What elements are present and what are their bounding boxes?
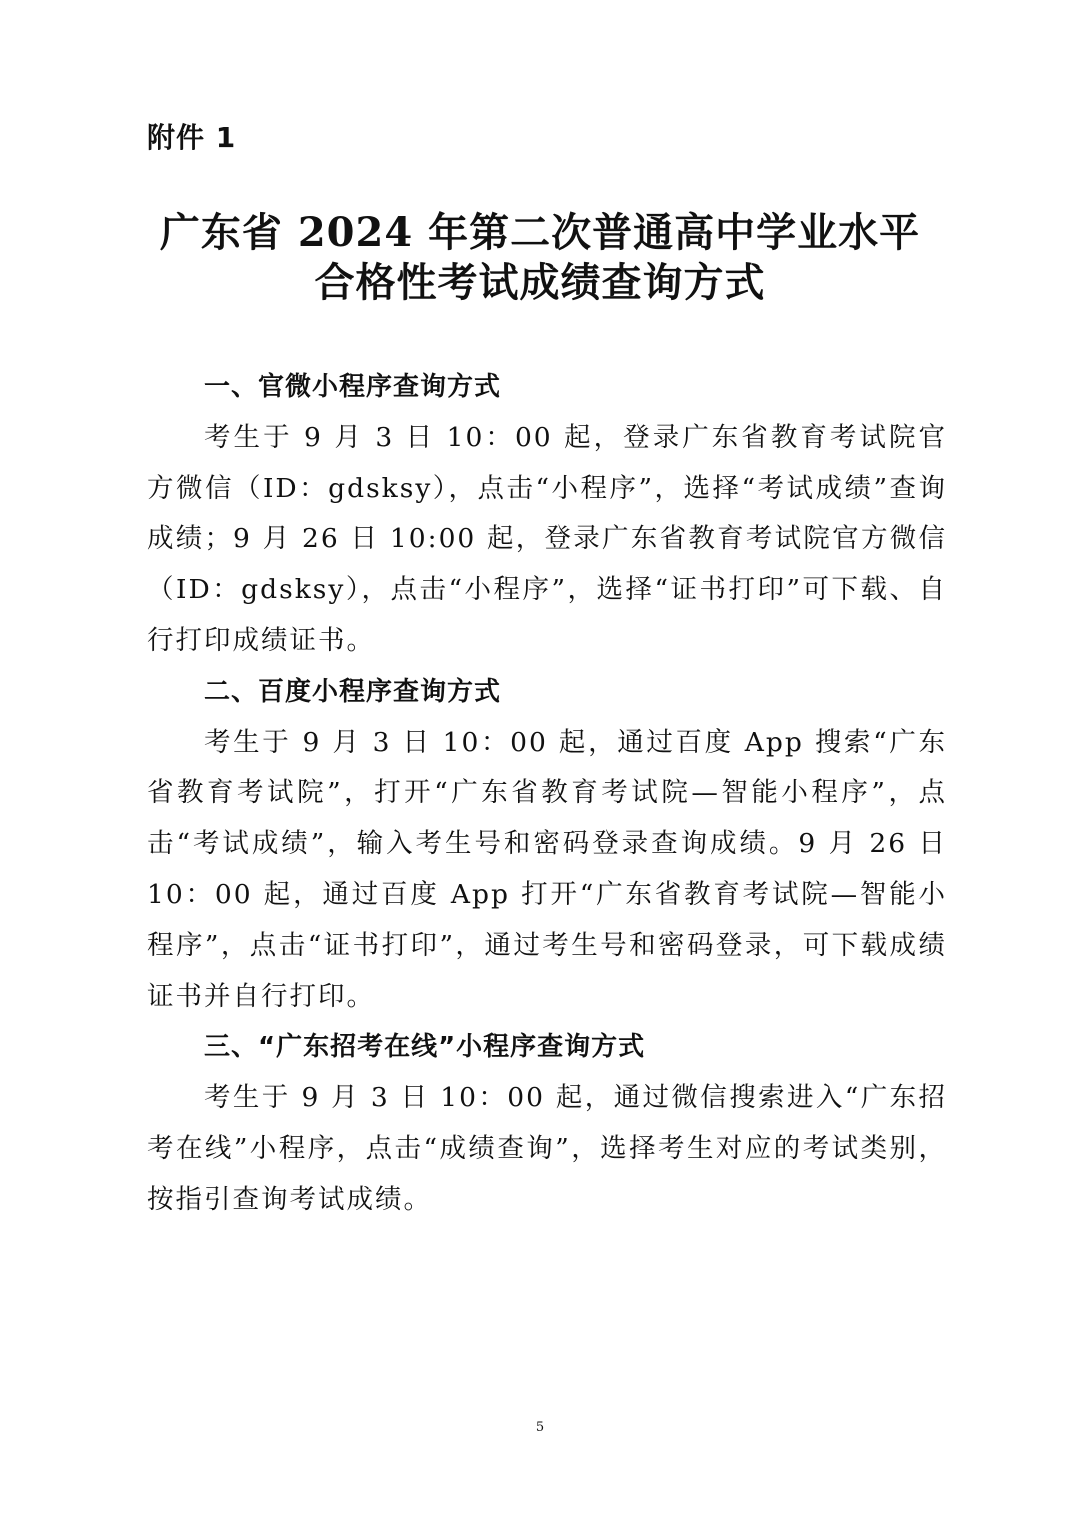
- section-paragraph: 考生于 9 月 3 日 10：00 起，通过微信搜索进入“广东招考在线”小程序，点击“成绩查询”，选择考生对应的考试类别，按指引查询考试成绩。: [147, 1082, 947, 1215]
- section-heading: 一、官微小程序查询方式: [204, 372, 502, 402]
- attachment-label: 附件 1: [147, 121, 237, 154]
- section-heading: 二、百度小程序查询方式: [204, 676, 502, 707]
- document-title-line-1: 广东省 2024 年第二次普通高中学业水平: [159, 209, 921, 256]
- section-baidu-miniprogram: [147, 667, 947, 1023]
- section-paragraph: 考生于 9 月 3 日 10：00 起，登录广东省教育考试院官方微信（ID：gdsksy），点击“小程序”，选择“考试成绩”查询成绩；9 月 26 日 10:00 起，登录广东省教育考试院官方微信（ID：gdsksy），点击“小程序”，选择“证书打印”可下载、自行打印成绩证书。: [147, 421, 947, 656]
- section-paragraph: 考生于 9 月 3 日 10：00 起，通过百度 App 搜索“广东省教育考试院”，打开“广东省教育考试院—智能小程序”，点击“考试成绩”，输入考生号和密码登录查询成绩。9 月 26 日 10：00 起，通过百度 App 打开“广东省教育考试院—智能小程序”，点击“证书打印”，通过考生号和密码登录，可下载成绩证书并自行打印。: [147, 726, 947, 1012]
- section-official-wechat: [147, 362, 947, 667]
- section-guangdong-zhaokao: [147, 1022, 947, 1225]
- section-heading: 三、“广东招考在线”小程序查询方式: [204, 1032, 646, 1063]
- page-number: 5: [535, 1420, 545, 1435]
- document-title-line-2: 合格性考试成绩查询方式: [314, 259, 766, 306]
- document-body: [147, 362, 947, 1226]
